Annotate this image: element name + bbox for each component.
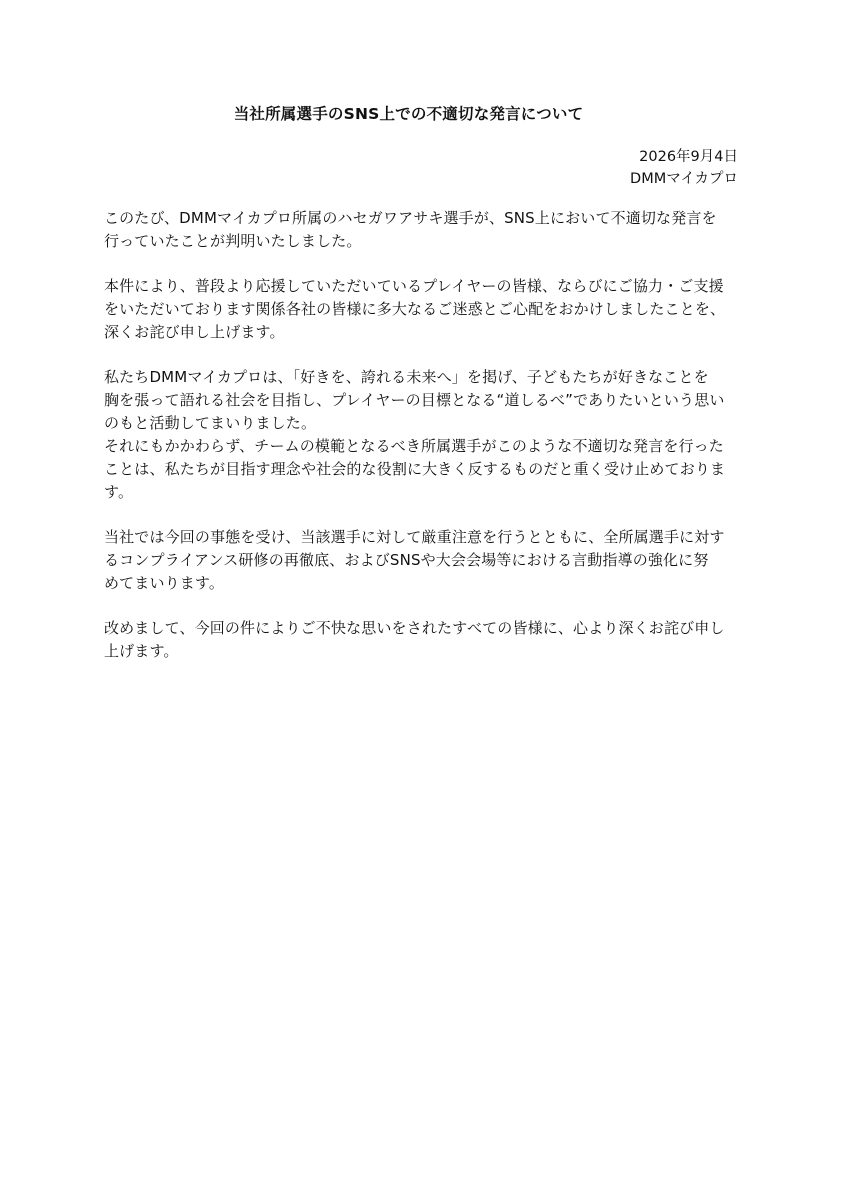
paragraph-line: めてまいります。 bbox=[104, 574, 225, 592]
paragraph-line: 行っていたことが判明いたしました。 bbox=[104, 232, 362, 250]
paragraph-5 bbox=[104, 617, 754, 663]
paragraph-line: このたび、DMMマイカプロ所属のハセガワアサキ選手が、SNS上において不適切な発言を bbox=[104, 209, 717, 227]
paragraph-line: す。 bbox=[104, 483, 134, 501]
paragraph-line: をいただいております関係各社の皆様に多大なるご迷惑とご心配をおかけしましたことを、 bbox=[104, 300, 726, 318]
paragraph-line: 本件により、普段より応援していただいているプレイヤーの皆様、ならびにご協力・ご支援 bbox=[104, 277, 724, 295]
paragraph-line: 上げます。 bbox=[104, 642, 179, 660]
document-title: 当社所属選手のSNS上での不適切な発言について bbox=[233, 105, 584, 123]
paragraph-line: 深くお詫び申し上げます。 bbox=[104, 323, 285, 341]
paragraph-4 bbox=[104, 526, 754, 595]
document-date: 2026年9月4日 bbox=[639, 149, 738, 165]
paragraph-line: 胸を張って語れる社会を目指し、プレイヤーの目標となる“道しるべ”でありたいという思い bbox=[104, 391, 725, 409]
document-organization: DMMマイカプロ bbox=[630, 171, 738, 187]
paragraph-1 bbox=[104, 207, 754, 253]
document-meta bbox=[630, 146, 738, 190]
paragraph-line: 私たちDMMマイカプロは、「好きを、誇れる未来へ」を掲げ、子どもたちが好きなことを bbox=[104, 368, 709, 386]
paragraph-line: それにもかかわらず、チームの模範となるべき所属選手がこのような不適切な発言を行った bbox=[104, 437, 724, 455]
paragraph-line: のもと活動してまいりました。 bbox=[104, 414, 317, 432]
paragraph-3 bbox=[104, 366, 754, 504]
paragraph-line: るコンプライアンス研修の再徹底、およびSNSや大会会場等における言動指導の強化に努 bbox=[104, 551, 709, 569]
paragraph-line: 改めまして、今回の件によりご不快な思いをされたすべての皆様に、心より深くお詫び申し bbox=[104, 619, 725, 637]
paragraph-line: 当社では今回の事態を受け、当該選手に対して厳重注意を行うとともに、全所属選手に対す bbox=[104, 528, 725, 546]
paragraph-2 bbox=[104, 275, 754, 344]
paragraph-line: ことは、私たちが目指す理念や社会的な役割に大きく反するものだと重く受け止めておりま bbox=[104, 460, 726, 478]
document-body bbox=[104, 207, 754, 685]
